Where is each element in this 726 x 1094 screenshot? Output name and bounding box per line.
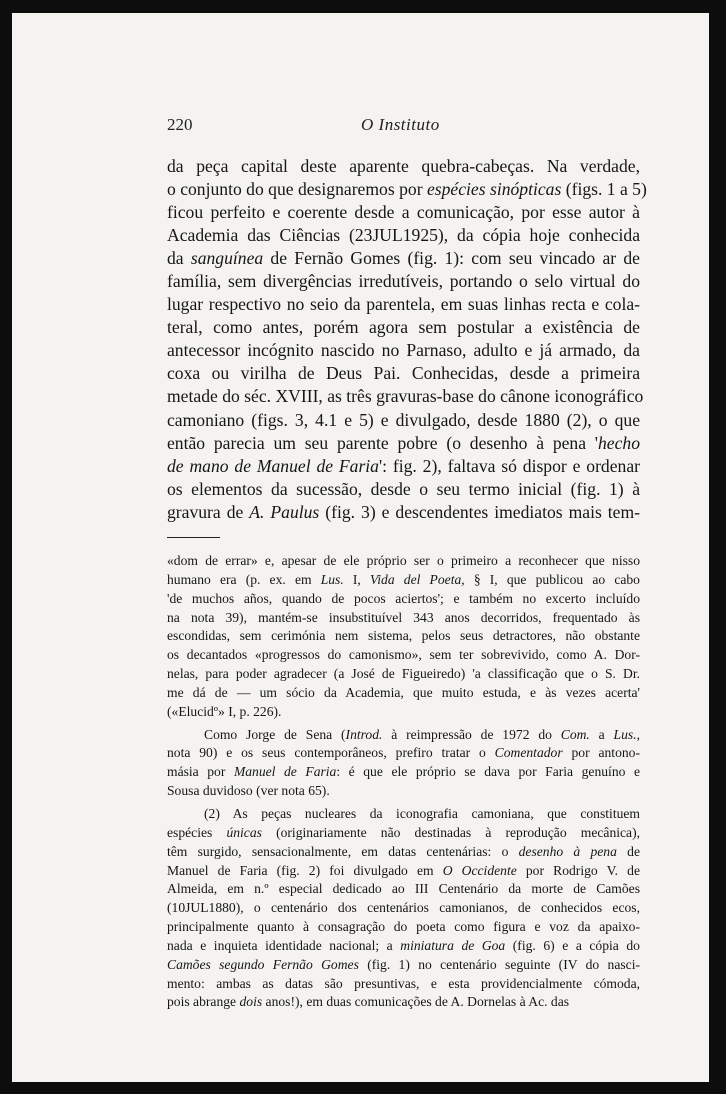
footnote-line: me dá de — um sócio da Academia, que muito estuda, e às vezes acerta' (167, 684, 640, 700)
footnote-line: os decantados «progressos do camonismo», sem ter sobrevivido, como A. Dor- (167, 647, 640, 663)
text-line: da sanguínea de Fernão Gomes (fig. 1): com seu vincado ar de (167, 248, 640, 269)
footnote-separator (167, 537, 220, 538)
footnote-line: na nota 39), mantém-se insubstituível 343 anos decorridos, frequentado às (167, 609, 640, 625)
text-line: metade do séc. XVIII, as três gravuras-base do cânone iconográfico (167, 386, 644, 407)
footnote-paragraph (167, 552, 640, 722)
footnote-line: («Elucidº» I, p. 226). (167, 703, 282, 719)
footnote-line: Sousa duvidoso (ver nota 65). (167, 783, 330, 799)
text-line: gravura de A. Paulus (fig. 3) e descendentes imediatos mais tem- (167, 501, 641, 522)
footnote-line: nada e inquieta identidade nacional; a miniatura de Goa (fig. 6) e a cópia do (167, 937, 640, 953)
text-line: teral, como antes, porém agora sem postular a existência de (167, 317, 640, 338)
text-line: da peça capital deste aparente quebra-cabeças. Na verdade, (167, 156, 640, 176)
footnote-line: (10JUL1880), o centenário dos centenários camonianos, de conhecidos ecos, (167, 900, 640, 916)
footnote-line: (2) As peças nucleares da iconografia camoniana, que constituem (204, 805, 640, 821)
page-number: 220 (167, 115, 193, 134)
footnote-line: nelas, para poder agradecer (a José de Figueiredo) 'a classificação que o S. Dr. (167, 666, 640, 682)
footnote-line: Como Jorge de Sena (Introd. à reimpressão de 1972 do Com. a Lus., (204, 726, 640, 742)
footnote-paragraph (167, 805, 640, 1012)
text-line: lugar respectivo no seio da parentela, em suas linhas recta e cola- (167, 294, 640, 315)
footnote-line: mento: ambas as datas são presuntivas, e esta providencialmente cómoda, (167, 975, 640, 991)
footnote-line: pois abrange dois anos!), em duas comunicações de A. Dornelas à Ac. das (167, 994, 570, 1010)
footnote-line: têm surgido, sensacionalmente, em datas centenárias: o desenho à pena de (167, 843, 640, 859)
footnote-line: escondidas, sem cerimónia nem sistema, pelos seus detractores, não obstante (167, 628, 640, 644)
text-line: Academia das Ciências (23JUL1925), da cópia hoje conhecida (167, 225, 640, 246)
footnote-line: Manuel de Faria (fig. 2) foi divulgado em O Occidente por Rodrigo V. de (167, 862, 640, 878)
footnote-line: principalmente quanto à consagração do poeta como figura e voz da apaixo- (167, 919, 640, 935)
footnote-line: nota 90) e os seus contemporâneos, prefiro tratar o Comentador por antono- (167, 745, 640, 761)
text-line: os elementos da sucessão, desde o seu termo inicial (fig. 1) à (167, 478, 640, 499)
text-line: antecessor incógnito nascido no Parnaso, adulto e já armado, da (167, 340, 640, 361)
footnote-line: másia por Manuel de Faria: é que ele próprio se dava por Faria genuíno e (167, 764, 640, 780)
text-line: o conjunto do que designaremos por espécies sinópticas (figs. 1 a 5) (167, 179, 647, 200)
text-line: coxa ou virilha de Deus Pai. Conhecidas, desde a primeira (167, 363, 640, 384)
text-line: camoniano (figs. 3, 4.1 e 5) e divulgado, desde 1880 (2), o que (167, 409, 640, 430)
footnote-paragraph (167, 726, 640, 801)
footnote-line: 'de muchos años, quando de pocos aciertos'; e também no excerto incluído (167, 590, 640, 606)
text-line: família, sem divergências irredutíveis, portando o selo virtual do (167, 271, 640, 292)
footnote-line: espécies únicas (originariamente não destinadas à reprodução mecânica), (167, 824, 641, 840)
footnote-line: Camões segundo Fernão Gomes (fig. 1) no centenário seguinte (IV do nasci- (167, 956, 641, 972)
footnotes (167, 552, 640, 1012)
text-line: então parecia um seu parente pobre (o desenho à pena 'hecho (167, 432, 640, 453)
main-text (167, 155, 647, 524)
text-line: de mano de Manuel de Faria': fig. 2), faltava só dispor e ordenar (167, 455, 640, 476)
running-title: O Instituto (361, 115, 440, 134)
footnote-line: «dom de errar» e, apesar de ele próprio ser o primeiro a reconhecer que nisso (167, 553, 640, 568)
text-line: ficou perfeito e coerente desde a comunicação, por esse autor à (167, 202, 640, 223)
footnote-line: Almeida, em n.º especial dedicado ao III Centenário da morte de Camões (167, 881, 640, 897)
footnote-line: humano era (p. ex. em Lus. I, Vida del Poeta, § I, que publicou ao cabo (167, 571, 640, 587)
